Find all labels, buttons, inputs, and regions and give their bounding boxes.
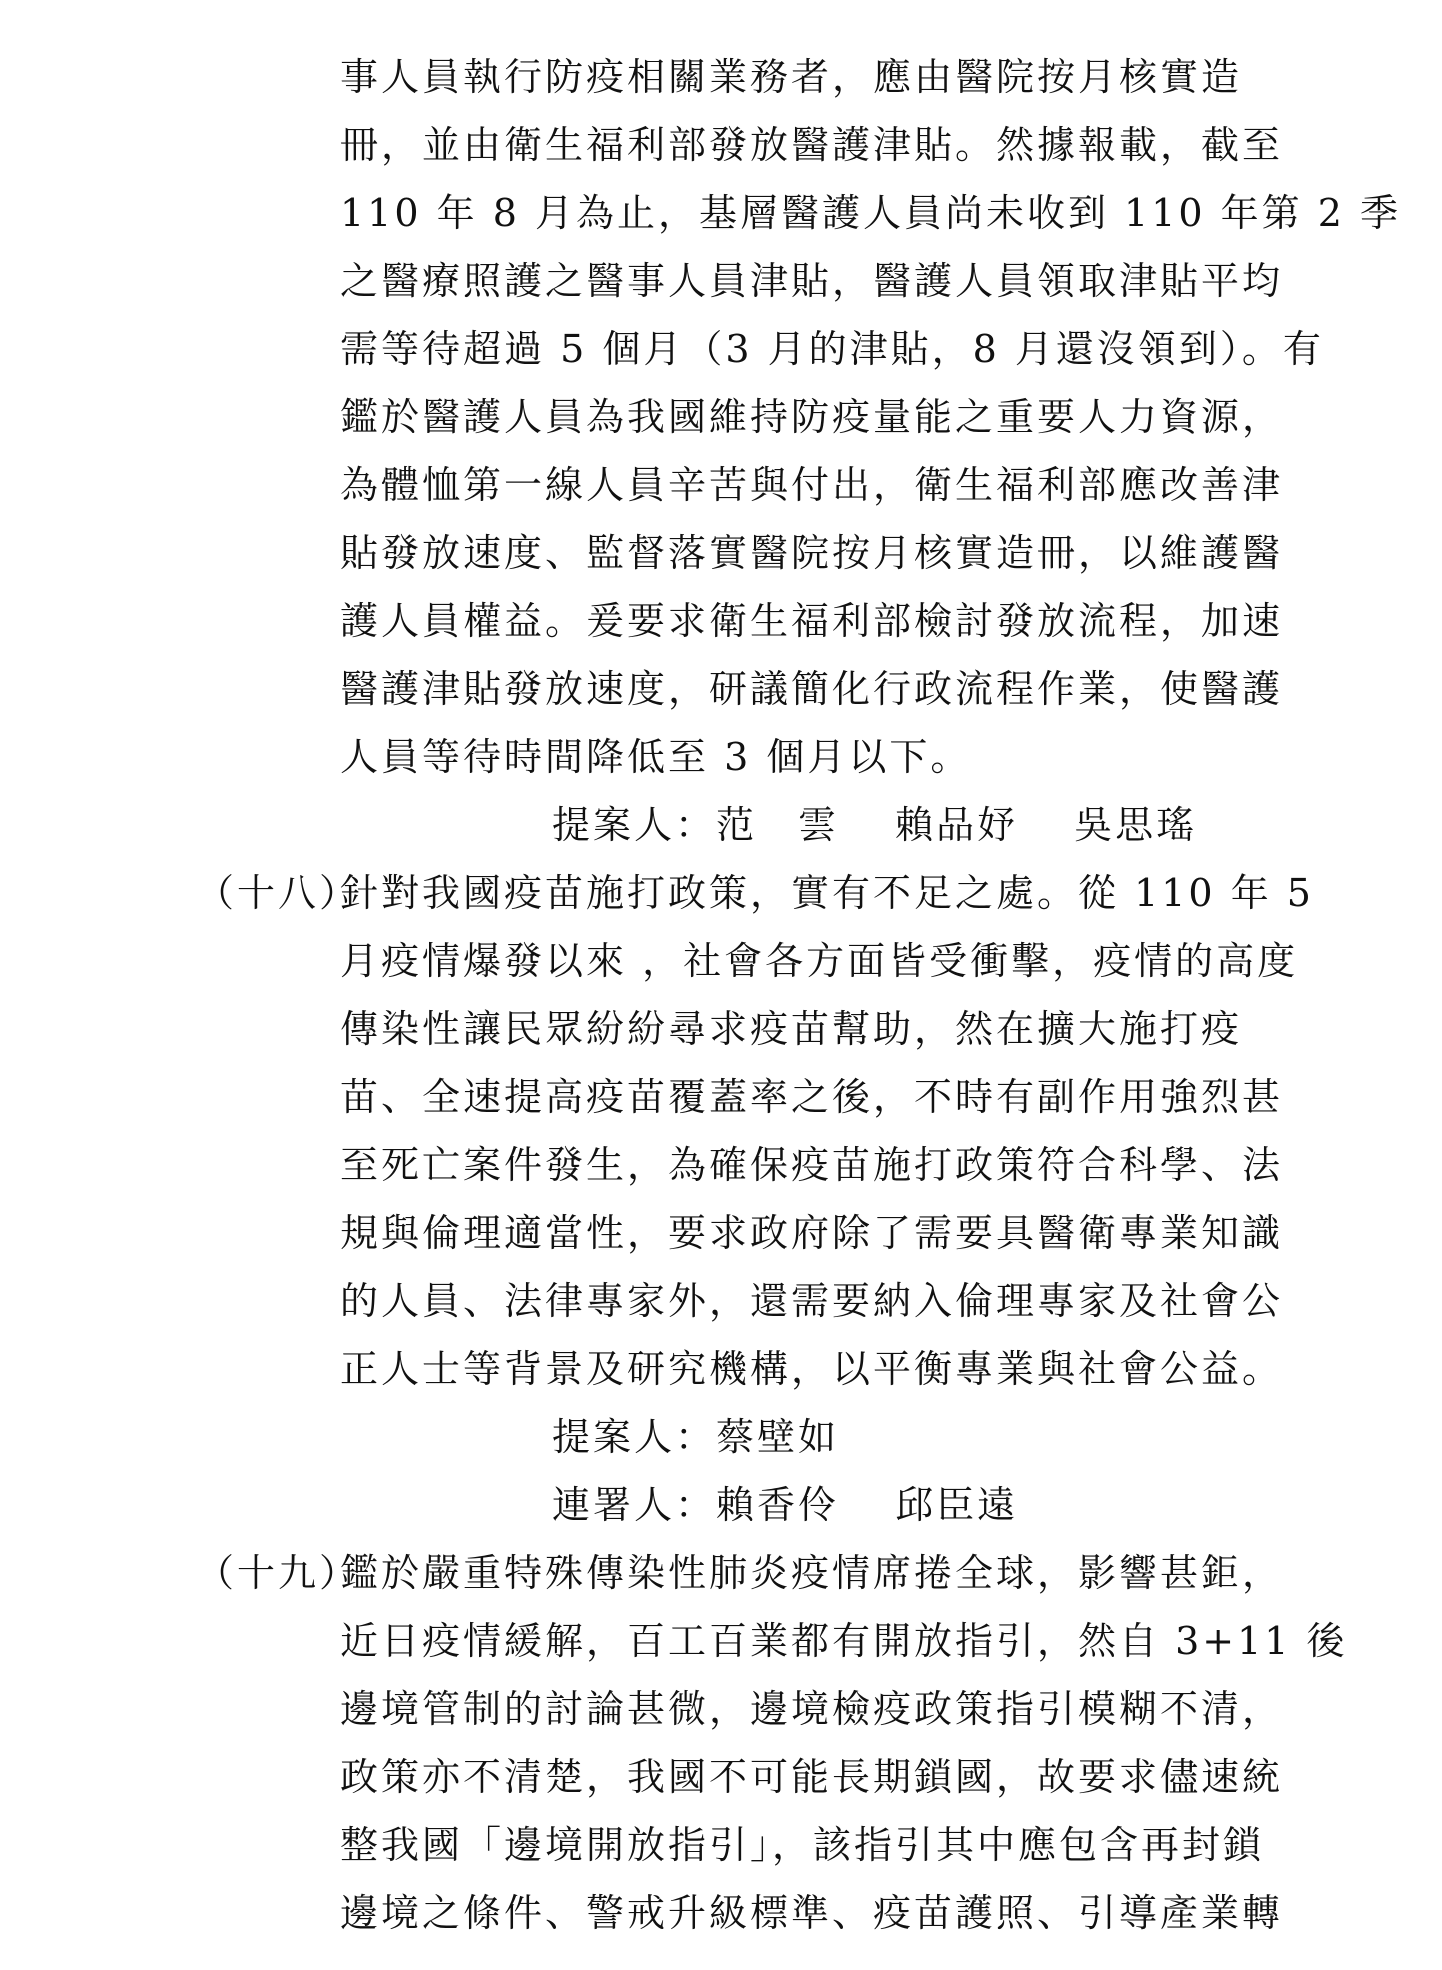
text-line: 邊境之條件、警戒升級標準、疫苗護照、引導產業轉 bbox=[340, 1891, 1284, 1935]
item-19-label: （十九） bbox=[196, 1551, 361, 1595]
text-line: 月疫情爆發以來 ，社會各方面皆受衝擊，疫情的高度 bbox=[340, 939, 1299, 983]
proposer-line: 提案人：蔡壁如 bbox=[552, 1415, 840, 1459]
text-line: 人員等待時間降低至 3 個月以下。 bbox=[340, 735, 972, 779]
item-19-first-line: 鑑於嚴重特殊傳染性肺炎疫情席捲全球，影響甚鉅， bbox=[340, 1551, 1284, 1595]
text-line: 正人士等背景及研究機構，以平衡專業與社會公益。 bbox=[340, 1347, 1284, 1391]
item-18-first-line: 針對我國疫苗施打政策，實有不足之處。從 110 年 5 bbox=[340, 871, 1314, 915]
item-18-label: （十八） bbox=[196, 871, 361, 915]
text-line: 傳染性讓民眾紛紛尋求疫苗幫助，然在擴大施打疫 bbox=[340, 1007, 1243, 1051]
text-line: 苗、全速提高疫苗覆蓋率之後，不時有副作用強烈甚 bbox=[340, 1075, 1284, 1119]
text-line: 的人員、法律專家外，還需要納入倫理專家及社會公 bbox=[340, 1279, 1284, 1323]
text-line: 規與倫理適當性，要求政府除了需要具醫衛專業知識 bbox=[340, 1211, 1284, 1255]
text-line: 貼發放速度、監督落實醫院按月核實造冊，以維護醫 bbox=[340, 531, 1284, 575]
text-line: 政策亦不清楚，我國不可能長期鎖國，故要求儘速統 bbox=[340, 1755, 1284, 1799]
text-line: 護人員權益。爰要求衛生福利部檢討發放流程，加速 bbox=[340, 599, 1284, 643]
text-line: 鑑於醫護人員為我國維持防疫量能之重要人力資源， bbox=[340, 395, 1284, 439]
text-line: 110 年 8 月為止，基層醫護人員尚未收到 110 年第 2 季 bbox=[340, 191, 1401, 235]
proposer-line: 提案人：范 雲 賴品妤 吳思瑤 bbox=[552, 803, 1198, 847]
text-line: 為體恤第一線人員辛苦與付出，衛生福利部應改善津 bbox=[340, 463, 1284, 507]
text-line: 邊境管制的討論甚微，邊境檢疫政策指引模糊不清， bbox=[340, 1687, 1284, 1731]
text-line: 至死亡案件發生，為確保疫苗施打政策符合科學、法 bbox=[340, 1143, 1284, 1187]
text-line: 事人員執行防疫相關業務者，應由醫院按月核實造 bbox=[340, 55, 1243, 99]
cosigner-line: 連署人：賴香伶 邱臣遠 bbox=[552, 1483, 1019, 1527]
text-line: 近日疫情緩解，百工百業都有開放指引，然自 3+11 後 bbox=[340, 1619, 1348, 1663]
text-line: 醫護津貼發放速度，研議簡化行政流程作業，使醫護 bbox=[340, 667, 1284, 711]
text-line: 冊，並由衛生福利部發放醫護津貼。然據報載，截至 bbox=[340, 123, 1284, 167]
text-line: 整我國「邊境開放指引」，該指引其中應包含再封鎖 bbox=[340, 1823, 1265, 1867]
text-line: 之醫療照護之醫事人員津貼，醫護人員領取津貼平均 bbox=[340, 259, 1284, 303]
text-line: 需等待超過 5 個月（3 月的津貼，8 月還沒領到）。有 bbox=[340, 327, 1324, 371]
